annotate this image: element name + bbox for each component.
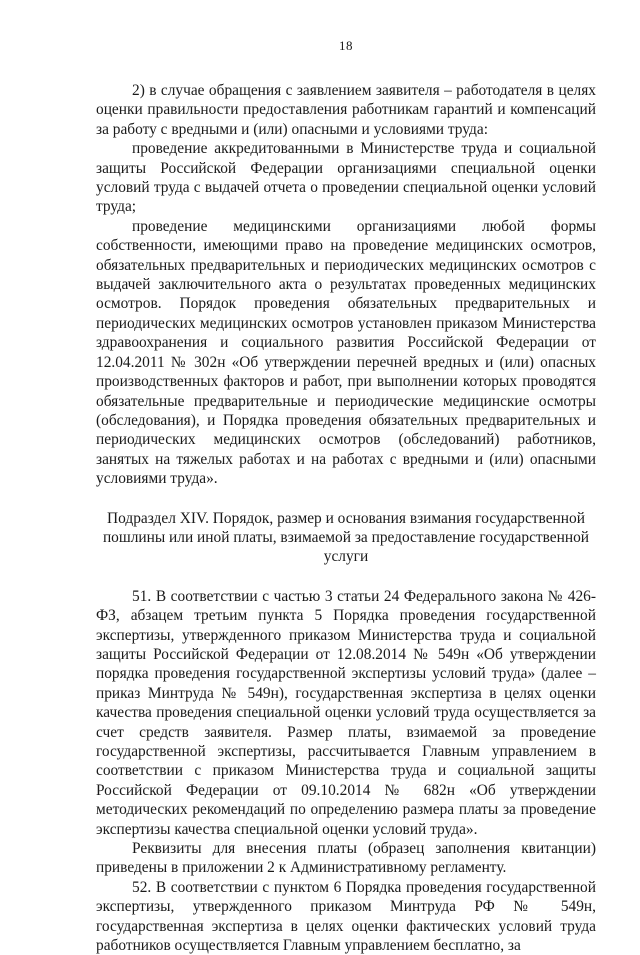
paragraph-medical-examinations: проведение медицинскими организациями любой формы собственности, имеющими право на проведение медицинских осмотров, обязательных предварительных и периодических медицинских осмотров с выдачей заключительного акта о результатах проведенных медицинских осмотров. Порядок проведения обязательных предварительных и периодических медицинских осмотров установлен приказом Министерства здравоохранения и социального развития Российской Федерации от 12.04.2011 № 302н «Об утверждении перечней вредных и (или) опасных производственных факторов и работ, при выполнении которых проводятся обязательные предварительные и периодические медицинские осмотры (обследования), и Порядка проведения обязательных предварительных и периодических медицинских осмотров (обследований) работников, занятых на тяжелых работах и на работах с вредными и (или) опасными условиями труда». [96,217,596,488]
paragraph-accredited-assessment: проведение аккредитованными в Министерстве труда и социальной защиты Российской Федерации организациями специальной оценки условий труда с выдачей отчета о проведении специальной оценки условий труда; [96,140,596,216]
section-heading: Подраздел XIV. Порядок, размер и основания взимания государственной пошлины или иной платы, взимаемой за предоставление государственной услуги [102,509,590,566]
document-page [96,38,596,955]
paragraph-52: 52. В соответствии с пунктом 6 Порядка проведения государственной экспертизы, утвержденного приказом Минтруда РФ № 549н, государственная экспертиза в целях оценки фактических условий труда работников осуществляется Главным управлением бесплатно, за [96,878,596,955]
page-number: 18 [339,38,353,53]
paragraph-payment-details: Реквизиты для внесения платы (образец заполнения квитанции) приведены в приложении 2 к Административному регламенту. [96,840,596,877]
paragraph-51: 51. В соответствии с частью 3 статьи 24 Федерального закона № 426-ФЗ, абзацем третьим пункта 5 Порядка проведения государственной экспертизы, утвержденного приказом Министерства труда и социальной защиты Российской Федерации от 12.08.2014 № 549н «Об утверждении порядка проведения государственной экспертизы условий труда» (далее – приказ Минтруда № 549н), государственная экспертиза в целях оценки качества проведения специальной оценки условий труда осуществляется за счет средств заявителя. Размер платы, взимаемой за проведение государственной экспертизы, рассчитывается Главным управлением в соответствии с приказом Министерства труда и социальной защиты Российской Федерации от 09.10.2014 № 682н «Об утверждении методических рекомендаций по определению размера платы за проведение экспертизы качества специальной оценки условий труда». [96,587,596,838]
paragraph-case-2: 2) в случае обращения с заявлением заявителя – работодателя в целях оценки правильности предоставления работникам гарантий и компенсаций за работу с вредными и (или) опасными и условиями труда: [96,82,596,138]
